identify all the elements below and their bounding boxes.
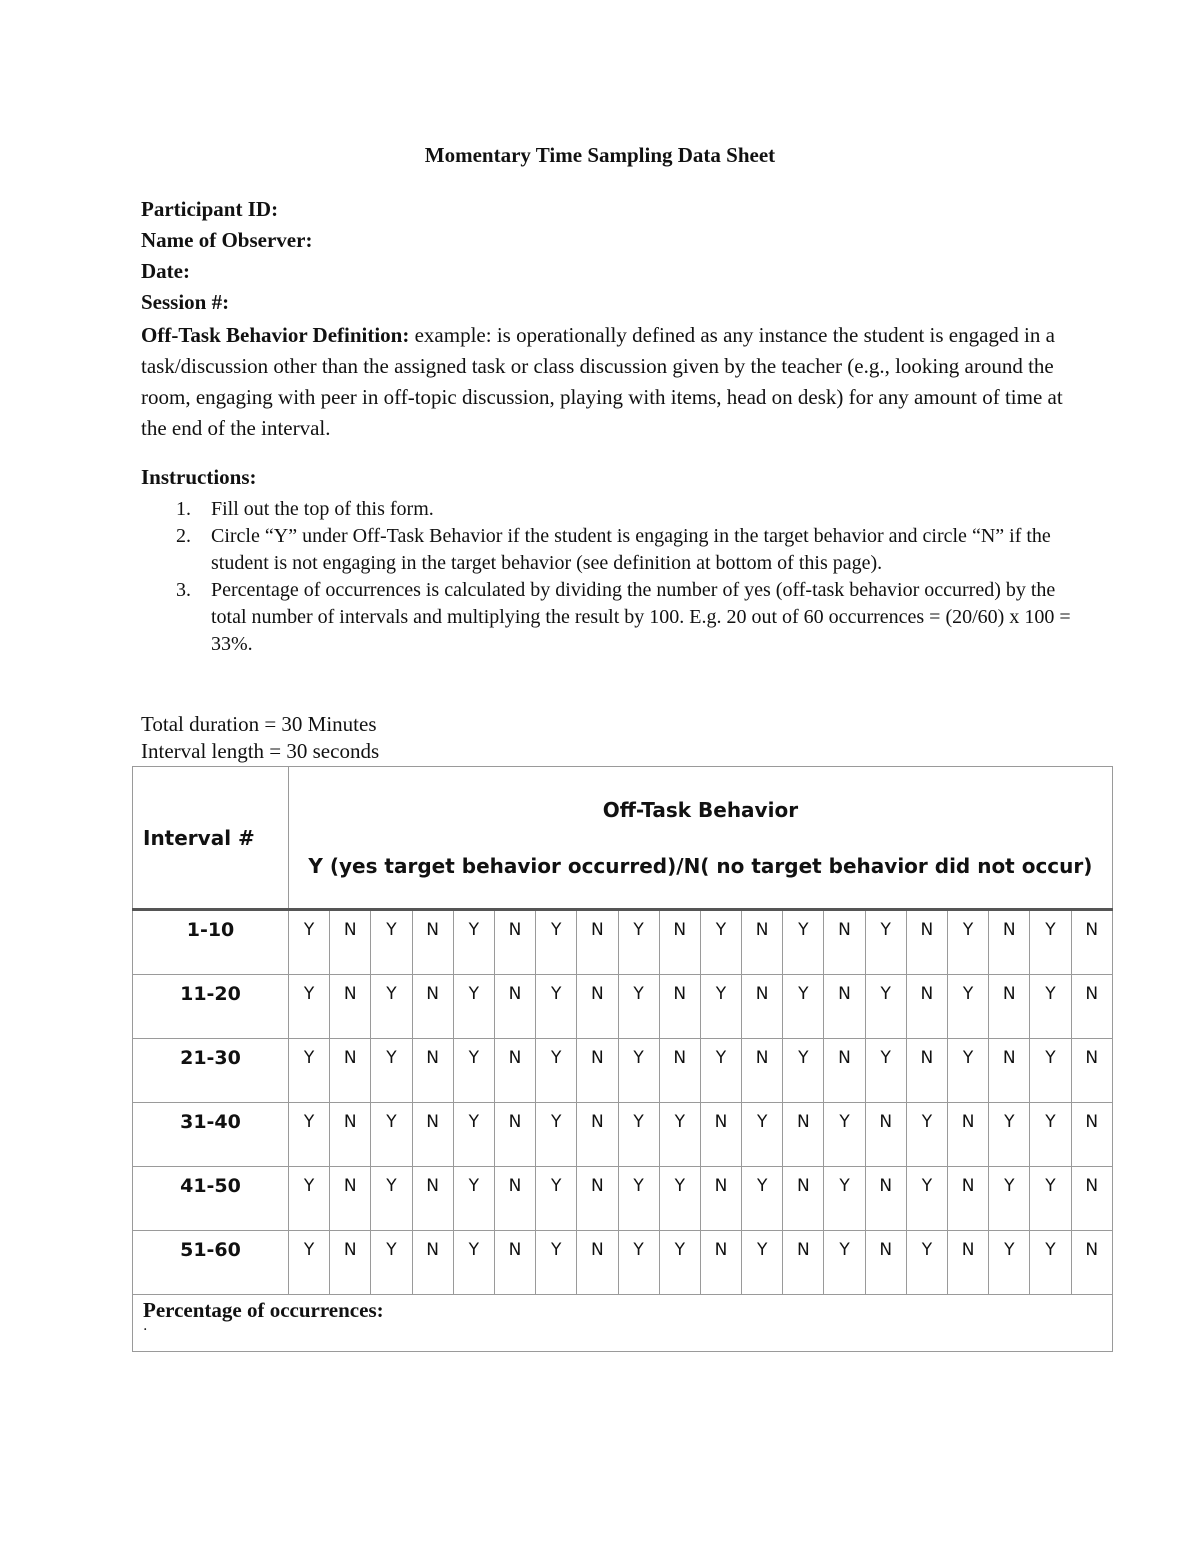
table-row [133, 910, 1113, 975]
yes-option-cell[interactable]: Y [659, 1231, 700, 1295]
no-option-cell[interactable]: N [742, 910, 783, 975]
page-title: Momentary Time Sampling Data Sheet [424, 143, 776, 167]
no-option-cell[interactable]: N [700, 1103, 741, 1167]
table-row [133, 1039, 1113, 1103]
yes-option-cell[interactable]: Y [906, 1167, 947, 1231]
yes-option-cell[interactable]: Y [453, 910, 494, 975]
yes-option-cell[interactable]: Y [906, 1231, 947, 1295]
participant-id-label: Participant ID: [141, 197, 279, 221]
interval-range-cell: 1-10 [133, 910, 289, 975]
yes-option-cell[interactable]: Y [289, 1231, 330, 1295]
table-row [133, 1167, 1113, 1231]
no-option-cell[interactable]: N [906, 1039, 947, 1103]
no-option-cell[interactable]: N [1071, 1039, 1112, 1103]
interval-length: Interval length = 30 seconds [141, 739, 380, 763]
yes-option-cell[interactable]: Y [948, 910, 989, 975]
yes-option-cell[interactable]: Y [1030, 1167, 1071, 1231]
total-duration: Total duration = 30 Minutes [141, 712, 377, 736]
yes-option-cell[interactable]: Y [289, 1103, 330, 1167]
yes-option-cell[interactable]: Y [742, 1231, 783, 1295]
no-option-cell[interactable]: N [412, 910, 453, 975]
sampling-table [132, 766, 1113, 1352]
yes-option-cell[interactable]: Y [453, 1167, 494, 1231]
yes-option-cell[interactable]: Y [371, 1103, 412, 1167]
yes-option-cell[interactable]: Y [536, 1231, 577, 1295]
interval-range-cell: 41-50 [133, 1167, 289, 1231]
off-task-header [289, 767, 1113, 910]
no-option-cell[interactable]: N [330, 1231, 371, 1295]
yes-option-cell[interactable]: Y [989, 1103, 1030, 1167]
yes-option-cell[interactable]: Y [948, 975, 989, 1039]
yes-option-cell[interactable]: Y [1030, 910, 1071, 975]
no-option-cell[interactable]: N [659, 975, 700, 1039]
yes-option-cell[interactable]: Y [453, 1103, 494, 1167]
off-task-title: Off-Task Behavior [602, 797, 799, 822]
no-option-cell[interactable]: N [577, 975, 618, 1039]
no-option-cell[interactable]: N [700, 1167, 741, 1231]
yes-option-cell[interactable]: Y [824, 1103, 865, 1167]
no-option-cell[interactable]: N [824, 975, 865, 1039]
yes-option-cell[interactable]: Y [453, 975, 494, 1039]
yes-option-cell[interactable]: Y [1030, 1103, 1071, 1167]
no-option-cell[interactable]: N [906, 910, 947, 975]
instructions-heading: Instructions: [141, 465, 257, 489]
instruction-item [141, 523, 1071, 577]
no-option-cell[interactable]: N [330, 1039, 371, 1103]
yes-option-cell[interactable]: Y [289, 975, 330, 1039]
yes-option-cell[interactable]: Y [948, 1039, 989, 1103]
interval-range-cell: 31-40 [133, 1103, 289, 1167]
table-row [133, 1231, 1113, 1295]
no-option-cell[interactable]: N [577, 1231, 618, 1295]
no-option-cell[interactable]: N [577, 1167, 618, 1231]
yes-option-cell[interactable]: Y [618, 1231, 659, 1295]
yes-option-cell[interactable]: Y [618, 910, 659, 975]
no-option-cell[interactable]: N [494, 975, 535, 1039]
table-header-row [133, 767, 1113, 910]
no-option-cell[interactable]: N [412, 1231, 453, 1295]
instruction-number: 2. [176, 525, 191, 547]
no-option-cell[interactable]: N [700, 1231, 741, 1295]
no-option-cell[interactable]: N [1071, 975, 1112, 1039]
no-option-cell[interactable]: N [412, 1103, 453, 1167]
yes-option-cell[interactable]: Y [371, 1167, 412, 1231]
yes-option-cell[interactable]: Y [536, 975, 577, 1039]
yes-option-cell[interactable]: Y [371, 910, 412, 975]
off-task-subtitle: Y (yes target behavior occurred)/N( no target behavior did not occur) [308, 853, 1093, 878]
yes-option-cell[interactable]: Y [865, 910, 906, 975]
yes-option-cell[interactable]: Y [783, 910, 824, 975]
date-label: Date: [141, 259, 190, 283]
no-option-cell[interactable]: N [865, 1167, 906, 1231]
no-option-cell[interactable]: N [783, 1103, 824, 1167]
yes-option-cell[interactable]: Y [453, 1039, 494, 1103]
no-option-cell[interactable]: N [659, 910, 700, 975]
no-option-cell[interactable]: N [865, 1103, 906, 1167]
yes-option-cell[interactable]: Y [618, 1103, 659, 1167]
no-option-cell[interactable]: N [742, 975, 783, 1039]
yes-option-cell[interactable]: Y [742, 1167, 783, 1231]
interval-range-cell: 21-30 [133, 1039, 289, 1103]
yes-option-cell[interactable]: Y [783, 1039, 824, 1103]
yes-option-cell[interactable]: Y [700, 1039, 741, 1103]
no-option-cell[interactable]: N [865, 1231, 906, 1295]
no-option-cell[interactable]: N [659, 1039, 700, 1103]
no-option-cell[interactable]: N [577, 1103, 618, 1167]
yes-option-cell[interactable]: Y [824, 1231, 865, 1295]
yes-option-cell[interactable]: Y [742, 1103, 783, 1167]
no-option-cell[interactable]: N [948, 1231, 989, 1295]
instruction-item [141, 577, 1071, 658]
no-option-cell[interactable]: N [824, 1039, 865, 1103]
yes-option-cell[interactable]: Y [700, 910, 741, 975]
no-option-cell[interactable]: N [989, 1039, 1030, 1103]
table-row [133, 1103, 1113, 1167]
table-row [133, 975, 1113, 1039]
yes-option-cell[interactable]: Y [824, 1167, 865, 1231]
no-option-cell[interactable]: N [1071, 910, 1112, 975]
interval-header: Interval # [133, 767, 289, 910]
definition-paragraph [141, 320, 1071, 444]
yes-option-cell[interactable]: Y [536, 1103, 577, 1167]
yes-option-cell[interactable]: Y [618, 975, 659, 1039]
no-option-cell[interactable]: N [412, 975, 453, 1039]
definition-label: Off-Task Behavior Definition: [141, 323, 410, 347]
yes-option-cell[interactable]: Y [371, 1231, 412, 1295]
footer-dot: . [143, 1318, 148, 1334]
no-option-cell[interactable]: N [330, 975, 371, 1039]
no-option-cell[interactable]: N [330, 1167, 371, 1231]
no-option-cell[interactable]: N [412, 1039, 453, 1103]
yes-option-cell[interactable]: Y [1030, 1231, 1071, 1295]
yes-option-cell[interactable]: Y [659, 1103, 700, 1167]
no-option-cell[interactable]: N [494, 1167, 535, 1231]
no-option-cell[interactable]: N [494, 1231, 535, 1295]
no-option-cell[interactable]: N [989, 910, 1030, 975]
percentage-row [133, 1295, 1113, 1352]
no-option-cell[interactable]: N [783, 1231, 824, 1295]
interval-range-cell: 51-60 [133, 1231, 289, 1295]
yes-option-cell[interactable]: Y [289, 910, 330, 975]
instruction-item [141, 496, 1071, 523]
no-option-cell[interactable]: N [989, 975, 1030, 1039]
yes-option-cell[interactable]: Y [371, 1039, 412, 1103]
yes-option-cell[interactable]: Y [618, 1167, 659, 1231]
yes-option-cell[interactable]: Y [289, 1039, 330, 1103]
no-option-cell[interactable]: N [742, 1039, 783, 1103]
no-option-cell[interactable]: N [824, 910, 865, 975]
no-option-cell[interactable]: N [1071, 1103, 1112, 1167]
interval-range-cell: 11-20 [133, 975, 289, 1039]
no-option-cell[interactable]: N [783, 1167, 824, 1231]
no-option-cell[interactable]: N [494, 910, 535, 975]
yes-option-cell[interactable]: Y [659, 1167, 700, 1231]
no-option-cell[interactable]: N [1071, 1167, 1112, 1231]
instruction-text: Circle “Y” under Off-Task Behavior if the student is engaging in the target behavior and circle “N” if the student is not engaging in the target behavior (see definition at bottom of this page). [211, 525, 1051, 574]
yes-option-cell[interactable]: Y [865, 975, 906, 1039]
no-option-cell[interactable]: N [577, 910, 618, 975]
no-option-cell[interactable]: N [577, 1039, 618, 1103]
yes-option-cell[interactable]: Y [536, 1039, 577, 1103]
yes-option-cell[interactable]: Y [906, 1103, 947, 1167]
no-option-cell[interactable]: N [494, 1039, 535, 1103]
yes-option-cell[interactable]: Y [1030, 975, 1071, 1039]
no-option-cell[interactable]: N [948, 1167, 989, 1231]
yes-option-cell[interactable]: Y [989, 1231, 1030, 1295]
instruction-text: Fill out the top of this form. [211, 498, 434, 520]
instruction-number: 3. [176, 579, 191, 601]
no-option-cell[interactable]: N [906, 975, 947, 1039]
yes-option-cell[interactable]: Y [700, 975, 741, 1039]
instruction-text: Percentage of occurrences is calculated by dividing the number of yes (off-task behavior occurred) by the total number of intervals and multiplying the result by 100. E.g. 20 out of 60 occurrences = (20/60) x 100 = 33%. [211, 579, 1071, 655]
yes-option-cell[interactable]: Y [289, 1167, 330, 1231]
yes-option-cell[interactable]: Y [1030, 1039, 1071, 1103]
session-label: Session #: [141, 290, 230, 314]
percentage-of-occurrences-cell[interactable]: Percentage of occurrences: [133, 1295, 1113, 1352]
yes-option-cell[interactable]: Y [536, 1167, 577, 1231]
observer-name-label: Name of Observer: [141, 228, 313, 252]
yes-option-cell[interactable]: Y [618, 1039, 659, 1103]
yes-option-cell[interactable]: Y [989, 1167, 1030, 1231]
no-option-cell[interactable]: N [494, 1103, 535, 1167]
definition-text: example: is operationally defined as any instance the student is engaged in a task/discussion other than the assigned task or class discussion given by the teacher (e.g., looking around the room, engaging with peer in off-topic discussion, playing with items, head on desk) for any amount of time at the end of the interval. [141, 323, 1063, 440]
instruction-number: 1. [176, 498, 191, 520]
no-option-cell[interactable]: N [1071, 1231, 1112, 1295]
yes-option-cell[interactable]: Y [371, 975, 412, 1039]
yes-option-cell[interactable]: Y [865, 1039, 906, 1103]
no-option-cell[interactable]: N [330, 910, 371, 975]
yes-option-cell[interactable]: Y [453, 1231, 494, 1295]
no-option-cell[interactable]: N [948, 1103, 989, 1167]
instructions-list [141, 496, 1071, 658]
yes-option-cell[interactable]: Y [783, 975, 824, 1039]
no-option-cell[interactable]: N [330, 1103, 371, 1167]
no-option-cell[interactable]: N [412, 1167, 453, 1231]
yes-option-cell[interactable]: Y [536, 910, 577, 975]
